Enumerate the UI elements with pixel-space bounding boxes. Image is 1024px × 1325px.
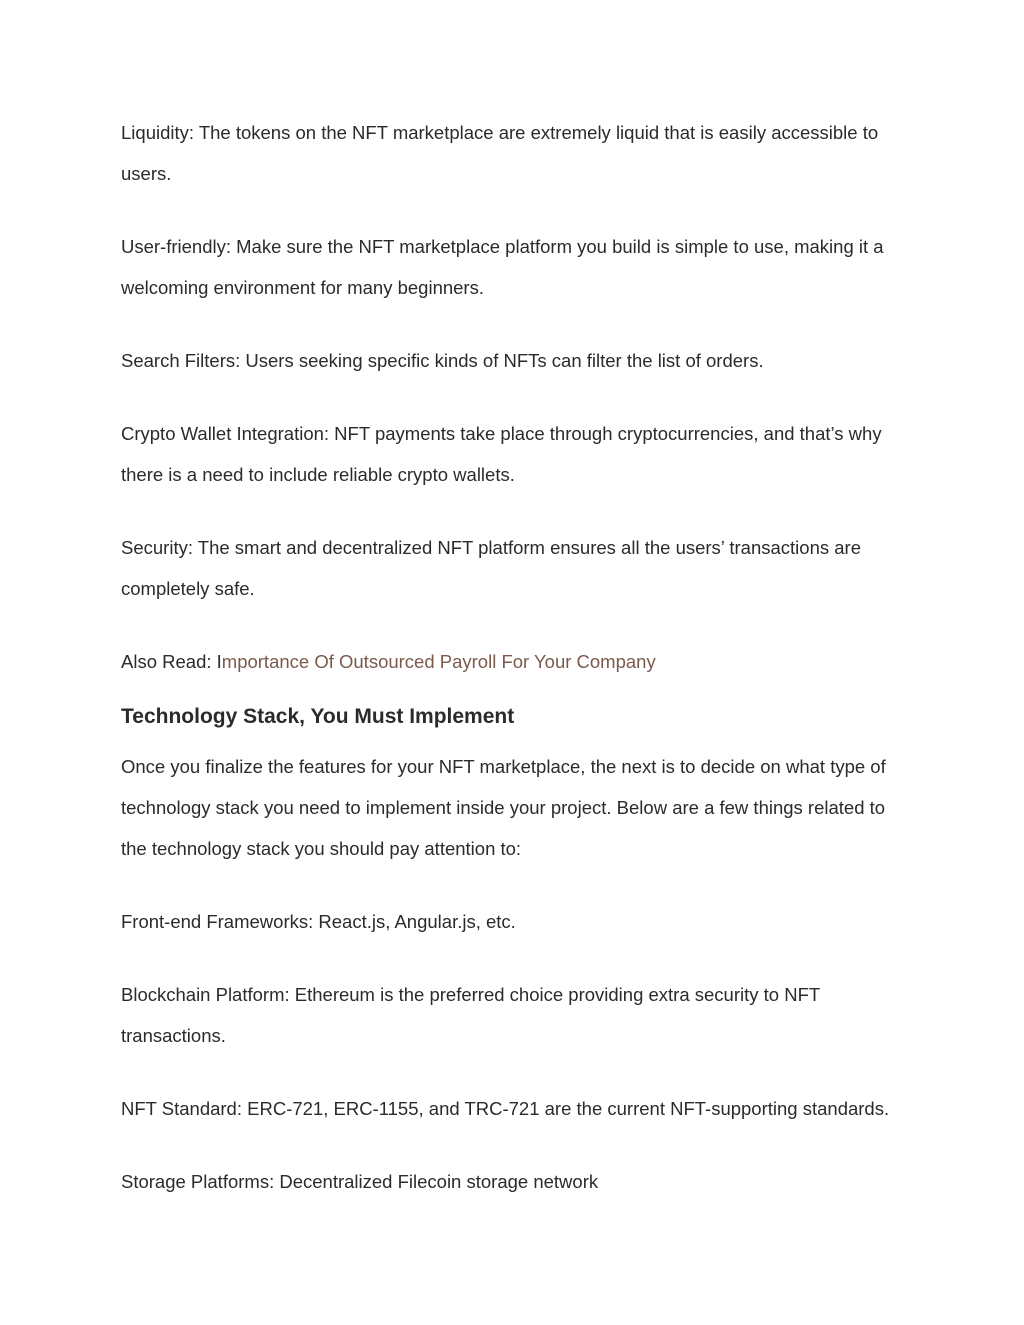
paragraph-security: Security: The smart and decentralized NFT platform ensures all the users’ transactions are completely safe. (121, 537, 861, 599)
section-heading: Technology Stack, You Must Implement (121, 705, 515, 728)
paragraph-user-friendly: User-friendly: Make sure the NFT marketplace platform you build is simple to use, making it a welcoming environment for many beginners. (121, 236, 884, 298)
section-intro: Once you finalize the features for your NFT marketplace, the next is to decide on what type of technology stack you need to implement inside your project. Below are a few things related to the technology stack you should pay attention to: (121, 756, 886, 859)
paragraph-crypto-wallet: Crypto Wallet Integration: NFT payments take place through cryptocurrencies, and that’s why there is a need to include reliable crypto wallets. (121, 423, 882, 485)
document-page (121, 108, 911, 1234)
paragraph-search-filters: Search Filters: Users seeking specific kinds of NFTs can filter the list of orders. (121, 350, 764, 371)
paragraph-nft-standard: NFT Standard: ERC-721, ERC-1155, and TRC-721 are the current NFT-supporting standards. (121, 1098, 890, 1119)
also-read (121, 641, 911, 682)
paragraph-liquidity: Liquidity: The tokens on the NFT marketplace are extremely liquid that is easily accessible to users. (121, 122, 879, 184)
also-read-prefix: Also Read: I (121, 651, 222, 672)
also-read-link[interactable]: mportance Of Outsourced Payroll For Your Company (221, 651, 656, 672)
paragraph-storage: Storage Platforms: Decentralized Filecoin storage network (121, 1171, 599, 1192)
paragraph-blockchain: Blockchain Platform: Ethereum is the preferred choice providing extra security to NFT transactions. (121, 984, 820, 1046)
paragraph-frontend: Front-end Frameworks: React.js, Angular.js, etc. (121, 911, 516, 932)
